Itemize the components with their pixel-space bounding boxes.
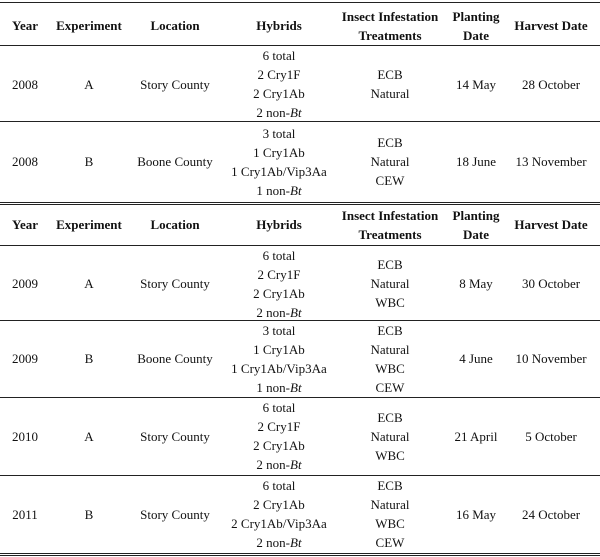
cell-experiment xyxy=(49,47,129,121)
cell-experiment-value: A xyxy=(84,76,94,92)
hybrid-italic-text: Bt xyxy=(290,304,302,320)
treatment-item: ECB xyxy=(377,409,403,425)
treatment-item: ECB xyxy=(377,67,403,82)
hybrid-text: 1 Cry1Ab xyxy=(253,341,305,357)
cell-planting-date-value: 14 May xyxy=(455,76,497,92)
hybrid-text: 6 total xyxy=(262,247,296,263)
hybrid-text: 2 Cry1Ab/Vip3Aa xyxy=(231,516,327,531)
cell-year-value: 2009 xyxy=(12,351,38,366)
hybrid-line xyxy=(263,476,296,495)
hybrid-text: 2 non- xyxy=(256,535,291,550)
cell-planting-date-value: 4 June xyxy=(459,351,493,366)
hybrid-text: 2 non- xyxy=(256,457,291,472)
cell-year xyxy=(1,397,49,475)
header-hybrids-text: Hybrids xyxy=(256,18,302,33)
hybrid-line xyxy=(253,340,305,359)
cell-harvest-date xyxy=(501,397,600,475)
cell-harvest-date-value: 24 October xyxy=(521,506,581,522)
hybrid-text: 1 Cry1Ab/Vip3Aa xyxy=(231,163,327,179)
cell-location-value: Boone County xyxy=(137,351,213,366)
header-harvest-date-text: Harvest Date xyxy=(514,18,588,33)
hybrid-text: 6 total xyxy=(262,48,296,63)
hybrid-line xyxy=(256,378,301,397)
hybrid-line xyxy=(263,321,296,340)
cell-year-value: 2008 xyxy=(12,154,38,169)
cell-location-value: Story County xyxy=(140,276,210,291)
cell-harvest-date xyxy=(501,247,600,320)
hybrid-line xyxy=(258,265,301,284)
treatment-item: Natural xyxy=(370,497,410,512)
cell-year xyxy=(1,320,49,397)
hybrid-line xyxy=(256,103,301,122)
header-insect-treatments-text: Treatments xyxy=(358,226,422,242)
cell-harvest-date xyxy=(501,47,600,121)
header-insect-treatments-text: Treatments xyxy=(358,27,422,43)
treatment-item: WBC xyxy=(375,295,405,310)
hybrid-line xyxy=(253,284,305,303)
cell-harvest-date xyxy=(501,475,600,553)
header-year xyxy=(1,205,49,244)
cell-harvest-date xyxy=(501,121,600,202)
cell-planting-date-value: 18 June xyxy=(455,154,497,169)
cell-year xyxy=(1,247,49,320)
header-planting-date-text: Date xyxy=(463,27,489,43)
hybrid-text: 2 non- xyxy=(256,304,291,320)
cell-experiment xyxy=(49,475,129,553)
cell-treatments xyxy=(330,397,450,475)
hybrid-text: 1 non- xyxy=(256,379,291,395)
header-hybrids-text: Hybrids xyxy=(256,217,302,232)
cell-treatments xyxy=(330,475,450,553)
cell-location-value: Story County xyxy=(140,76,210,92)
cell-planting-date-value: 16 May xyxy=(455,506,497,522)
header-year xyxy=(1,6,49,45)
treatment-item: WBC xyxy=(375,447,405,463)
cell-experiment-value: B xyxy=(84,506,94,522)
header-planting-date-text: Planting xyxy=(452,8,500,24)
treatment-item: CEW xyxy=(375,535,405,550)
header-location-text: Location xyxy=(150,217,200,232)
header-insect-treatments xyxy=(330,6,450,45)
cell-treatments xyxy=(330,247,450,320)
hybrid-text: 2 Cry1F xyxy=(257,266,301,282)
hybrid-text: 1 non- xyxy=(256,182,291,198)
header-experiment-text: Experiment xyxy=(56,18,122,33)
treatment-item: WBC xyxy=(375,360,405,376)
header-insect-treatments-text: Insect Infestation xyxy=(341,207,439,223)
treatment-item: ECB xyxy=(377,135,403,150)
cell-treatments xyxy=(330,320,450,397)
hybrid-text: 2 Cry1Ab xyxy=(253,86,305,101)
header-experiment xyxy=(49,205,129,244)
cell-harvest-date-value: 5 October xyxy=(525,428,577,444)
header-harvest-date-text: Harvest Date xyxy=(514,217,588,232)
hybrid-text: 6 total xyxy=(262,400,296,415)
hybrid-line xyxy=(231,359,327,378)
hybrid-text: 3 total xyxy=(262,322,296,338)
hybrid-line xyxy=(256,533,301,552)
cell-experiment xyxy=(49,397,129,475)
cell-location-value: Story County xyxy=(140,428,210,444)
cell-experiment-value: A xyxy=(84,428,94,444)
treatment-item: CEW xyxy=(375,173,405,188)
hybrid-line xyxy=(258,65,301,84)
cell-year xyxy=(1,47,49,121)
hybrid-line xyxy=(263,246,296,265)
hybrid-line xyxy=(231,514,327,533)
hybrid-line xyxy=(256,455,301,474)
rule-line xyxy=(0,2,600,3)
treatment-item: ECB xyxy=(377,478,403,493)
hybrid-text: 2 non- xyxy=(256,105,291,120)
cell-experiment xyxy=(49,247,129,320)
header-experiment-text: Experiment xyxy=(56,217,122,232)
hybrid-text: 2 Cry1F xyxy=(257,419,301,434)
hybrid-italic-text: Bt xyxy=(290,182,302,198)
hybrid-line xyxy=(256,303,301,322)
hybrid-line xyxy=(253,143,305,162)
hybrid-italic-text: Bt xyxy=(290,535,302,550)
cell-treatments xyxy=(330,47,450,121)
hybrid-text: 3 total xyxy=(262,125,296,141)
header-experiment xyxy=(49,6,129,45)
cell-harvest-date-value: 28 October xyxy=(521,76,581,92)
hybrid-line xyxy=(256,181,301,200)
hybrid-text: 2 Cry1Ab xyxy=(253,285,305,301)
header-planting-date-text: Date xyxy=(463,226,489,242)
hybrid-italic-text: Bt xyxy=(290,457,302,472)
cell-year-value: 2011 xyxy=(12,506,38,522)
hybrid-text: 1 Cry1Ab/Vip3Aa xyxy=(231,360,327,376)
header-insect-treatments-text: Insect Infestation xyxy=(341,8,439,24)
hybrid-text: 2 Cry1Ab xyxy=(253,438,305,453)
hybrid-italic-text: Bt xyxy=(290,105,302,120)
header-harvest-date xyxy=(501,205,600,244)
cell-planting-date-value: 21 April xyxy=(454,428,498,444)
hybrid-line xyxy=(263,46,296,65)
hybrid-line xyxy=(263,398,296,417)
cell-experiment-value: B xyxy=(84,154,94,169)
cell-location-value: Story County xyxy=(140,506,210,522)
rule-line xyxy=(0,45,600,46)
cell-treatments xyxy=(330,121,450,202)
cell-experiment-value: B xyxy=(84,351,94,366)
header-year-text: Year xyxy=(12,217,38,232)
cell-year xyxy=(1,121,49,202)
cell-harvest-date xyxy=(501,320,600,397)
cell-year xyxy=(1,475,49,553)
cell-planting-date-value: 8 May xyxy=(459,276,493,291)
hybrid-line xyxy=(253,436,305,455)
hybrid-line xyxy=(253,495,305,514)
hybrid-line xyxy=(253,84,305,103)
cell-year-value: 2009 xyxy=(12,276,38,291)
hybrid-line xyxy=(258,417,301,436)
rule-line xyxy=(0,553,600,556)
cell-harvest-date-value: 30 October xyxy=(521,276,581,291)
treatment-item: ECB xyxy=(377,257,403,272)
treatment-item: Natural xyxy=(370,276,410,291)
cell-harvest-date-value: 10 November xyxy=(515,351,587,366)
cell-experiment xyxy=(49,320,129,397)
cell-year-value: 2010 xyxy=(12,428,38,444)
header-harvest-date xyxy=(501,6,600,45)
header-year-text: Year xyxy=(12,18,38,33)
cell-year-value: 2008 xyxy=(12,76,38,92)
header-location-text: Location xyxy=(150,18,200,33)
cell-location-value: Boone County xyxy=(137,154,213,169)
treatment-item: WBC xyxy=(375,516,405,531)
treatment-item: Natural xyxy=(370,86,410,101)
cell-experiment xyxy=(49,121,129,202)
cell-experiment-value: A xyxy=(84,276,94,291)
hybrid-text: 6 total xyxy=(262,478,296,493)
hybrid-text: 1 Cry1Ab xyxy=(253,144,305,160)
treatment-item: CEW xyxy=(375,379,405,395)
rule-line xyxy=(0,245,600,246)
treatment-item: ECB xyxy=(377,322,403,338)
cell-harvest-date-value: 13 November xyxy=(515,154,587,169)
hybrid-line xyxy=(231,162,327,181)
header-planting-date-text: Planting xyxy=(452,207,500,223)
hybrid-line xyxy=(263,124,296,143)
hybrid-italic-text: Bt xyxy=(290,379,302,395)
hybrid-text: 2 Cry1F xyxy=(257,67,301,82)
treatment-item: Natural xyxy=(370,428,410,444)
treatment-item: Natural xyxy=(370,341,410,357)
header-insect-treatments xyxy=(330,205,450,244)
treatment-item: Natural xyxy=(370,154,410,169)
hybrid-text: 2 Cry1Ab xyxy=(253,497,305,512)
